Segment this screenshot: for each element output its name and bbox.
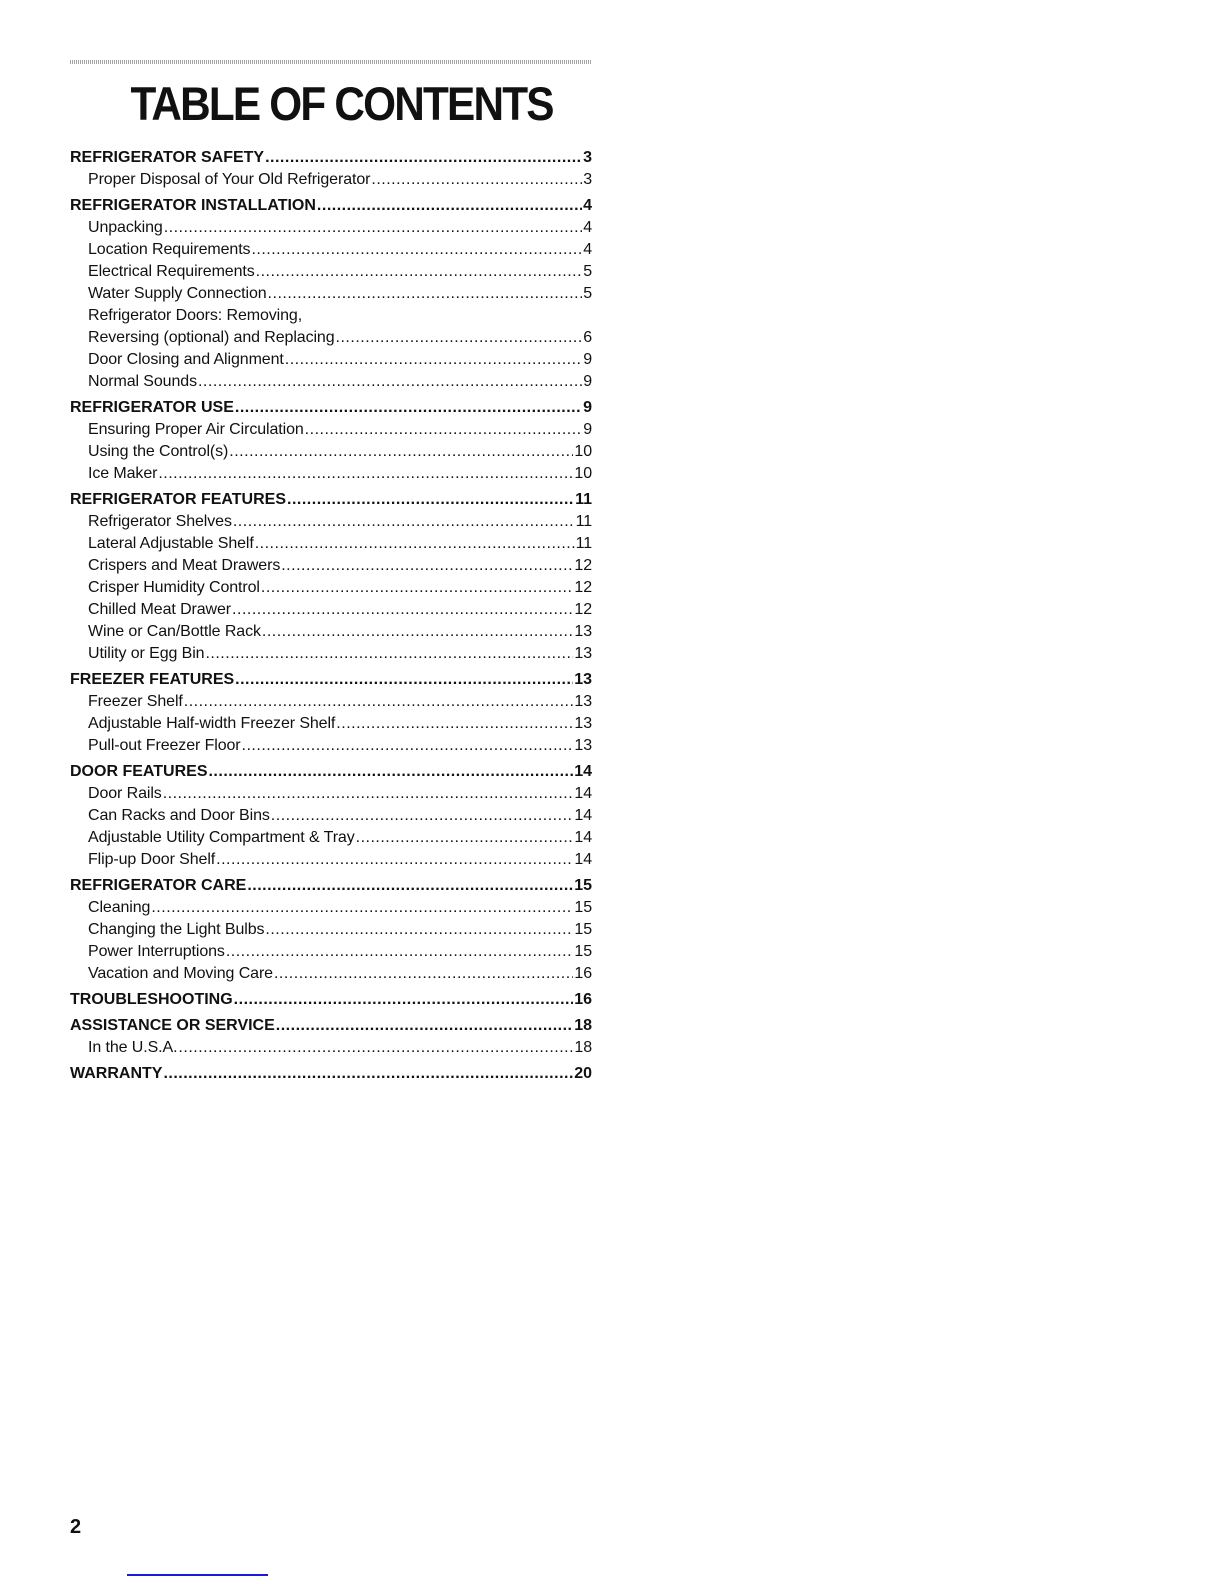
dot-leader [234,989,574,1011]
entry-page: 18 [574,1017,592,1034]
toc-item[interactable] [70,327,592,349]
dot-leader [356,827,574,849]
entry-page: 9 [583,373,592,390]
dot-leader [285,349,582,371]
dot-leader [276,1015,573,1037]
dot-leader [255,533,575,555]
dot-leader [235,669,573,691]
dot-leader [158,463,573,485]
entry-label: Refrigerator Shelves [88,513,232,530]
toc-item[interactable] [70,511,592,533]
entry-label: Using the Control(s) [88,443,229,460]
toc-item[interactable] [70,419,592,441]
toc-item[interactable] [70,827,592,849]
entry-page: 5 [583,285,592,302]
entry-label: DOOR FEATURES [70,763,208,780]
entry-page: 6 [583,329,592,346]
dot-leader [232,599,573,621]
entry-label: Adjustable Half-width Freezer Shelf [88,715,336,732]
entry-page: 13 [574,715,592,732]
entry-page: 12 [574,579,592,596]
entry-page: 13 [574,623,592,640]
entry-label: Lateral Adjustable Shelf [88,535,254,552]
toc-section[interactable] [70,489,592,511]
entry-label: Water Supply Connection [88,285,267,302]
table-of-contents [70,147,592,1085]
entry-label: Location Requirements [88,241,251,258]
dot-leader [163,783,574,805]
entry-label: Proper Disposal of Your Old Refrigerator [88,171,371,188]
entry-page: 11 [575,491,592,508]
toc-item[interactable] [70,621,592,643]
toc-item[interactable] [70,577,592,599]
dot-leader [262,621,574,643]
dot-leader [198,371,582,393]
toc-section[interactable] [70,195,592,217]
entry-page: 4 [583,241,592,258]
entry-page: 13 [574,645,592,662]
page-number: 2 [70,1516,82,1538]
entry-page: 13 [574,693,592,710]
entry-label: Crisper Humidity Control [88,579,260,596]
entry-page: 4 [583,197,592,214]
entry-label: Door Closing and Alignment [88,351,284,368]
dot-leader [247,875,573,897]
dot-leader [226,941,574,963]
entry-page: 11 [575,535,592,552]
dot-leader [317,195,582,217]
dot-leader [281,555,573,577]
dot-leader [287,489,574,511]
toc-item[interactable] [70,897,592,919]
entry-label: Unpacking [88,219,163,236]
dot-leader [164,217,582,239]
entry-label: Ensuring Proper Air Circulation [88,421,304,438]
entry-label: Normal Sounds [88,373,197,390]
entry-label: REFRIGERATOR CARE [70,877,247,894]
entry-page: 16 [574,991,592,1008]
entry-page: 10 [574,443,592,460]
toc-item[interactable] [70,919,592,941]
entry-label: Cleaning [88,899,151,916]
toc-section[interactable] [70,1063,592,1085]
entry-page: 13 [574,737,592,754]
dot-leader [178,1037,573,1059]
entry-label: REFRIGERATOR FEATURES [70,491,287,508]
entry-page: 15 [574,943,592,960]
toc-item[interactable] [70,599,592,621]
entry-label: Electrical Requirements [88,263,255,280]
entry-page: 14 [574,829,592,846]
page-title: TABLE OF CONTENTS [130,77,553,130]
entry-page: 9 [583,421,592,438]
toc-item[interactable] [70,441,592,463]
dot-leader [265,919,573,941]
dot-leader [163,1063,573,1085]
toc-item[interactable] [70,555,592,577]
toc-section[interactable] [70,761,592,783]
entry-label: REFRIGERATOR SAFETY [70,149,265,166]
entry-label: Pull-out Freezer Floor [88,737,241,754]
dot-leader [371,169,582,191]
entry-page: 16 [574,965,592,982]
entry-page: 14 [574,763,592,780]
dot-leader [184,691,574,713]
dot-leader [268,283,583,305]
toc-item[interactable] [70,349,592,371]
dot-leader [274,963,573,985]
toc-item-line1[interactable] [70,305,592,327]
entry-label: Vacation and Moving Care [88,965,273,982]
toc-item[interactable] [70,691,592,713]
toc-section[interactable] [70,989,592,1011]
entry-page: 3 [583,149,592,166]
entry-label: Utility or Egg Bin [88,645,205,662]
entry-page: 15 [574,899,592,916]
dot-leader [336,327,583,349]
entry-label: In the U.S.A. [88,1039,178,1056]
entry-label: WARRANTY [70,1065,163,1082]
dot-leader [336,713,573,735]
dot-leader [233,511,575,533]
entry-page: 14 [574,807,592,824]
entry-label: FREEZER FEATURES [70,671,235,688]
dot-leader [151,897,573,919]
dot-leader [251,239,582,261]
toc-item[interactable] [70,463,592,485]
toc-item[interactable] [70,239,592,261]
entry-page: 9 [583,399,592,416]
entry-page: 12 [574,557,592,574]
entry-label: Wine or Can/Bottle Rack [88,623,261,640]
entry-label: Power Interruptions [88,943,225,960]
entry-page: 13 [574,671,592,688]
entry-page: 12 [574,601,592,618]
footer-link-line [127,1574,268,1576]
toc-item[interactable] [70,805,592,827]
toc-item[interactable] [70,713,592,735]
entry-label: Crispers and Meat Drawers [88,557,281,574]
entry-label: Chilled Meat Drawer [88,601,232,618]
toc-item[interactable] [70,643,592,665]
dot-leader [256,261,583,283]
entry-label: REFRIGERATOR INSTALLATION [70,197,316,214]
toc-section[interactable] [70,147,592,169]
toc-item[interactable] [70,735,592,757]
entry-page: 20 [574,1065,592,1082]
toc-item[interactable] [70,941,592,963]
header-rule [70,60,592,64]
entry-page: 15 [574,921,592,938]
entry-label: ASSISTANCE OR SERVICE [70,1017,275,1034]
entry-page: 4 [583,219,592,236]
dot-leader [216,849,573,871]
dot-leader [205,643,573,665]
dot-leader [229,441,573,463]
entry-label-line1: Refrigerator Doors: Removing, [88,307,303,324]
entry-page: 15 [574,877,592,894]
entry-page: 10 [574,465,592,482]
dot-leader [208,761,573,783]
entry-label: REFRIGERATOR USE [70,399,234,416]
toc-item[interactable] [70,283,592,305]
entry-label: Freezer Shelf [88,693,183,710]
toc-item[interactable] [70,217,592,239]
dot-leader [242,735,574,757]
entry-label: Flip-up Door Shelf [88,851,216,868]
entry-label: Door Rails [88,785,162,802]
entry-page: 3 [583,171,592,188]
entry-label: Changing the Light Bulbs [88,921,265,938]
dot-leader [265,147,582,169]
toc-item[interactable] [70,533,592,555]
entry-page: 11 [575,513,592,530]
dot-leader [305,419,583,441]
dot-leader [261,577,574,599]
toc-item[interactable] [70,963,592,985]
entry-page: 5 [583,263,592,280]
toc-section[interactable] [70,669,592,691]
entry-page: 9 [583,351,592,368]
toc-item[interactable] [70,371,592,393]
entry-page: 14 [574,785,592,802]
entry-label: Ice Maker [88,465,158,482]
entry-label: Adjustable Utility Compartment & Tray [88,829,355,846]
toc-item[interactable] [70,783,592,805]
toc-section[interactable] [70,1015,592,1037]
toc-item[interactable] [70,169,592,191]
entry-label: Reversing (optional) and Replacing [88,329,335,346]
entry-page: 18 [574,1039,592,1056]
dot-leader [271,805,574,827]
toc-item[interactable] [70,261,592,283]
toc-section[interactable] [70,397,592,419]
toc-section[interactable] [70,875,592,897]
dot-leader [235,397,582,419]
entry-page: 14 [574,851,592,868]
toc-item[interactable] [70,849,592,871]
entry-label: Can Racks and Door Bins [88,807,270,824]
entry-label: TROUBLESHOOTING [70,991,233,1008]
toc-item[interactable] [70,1037,592,1059]
